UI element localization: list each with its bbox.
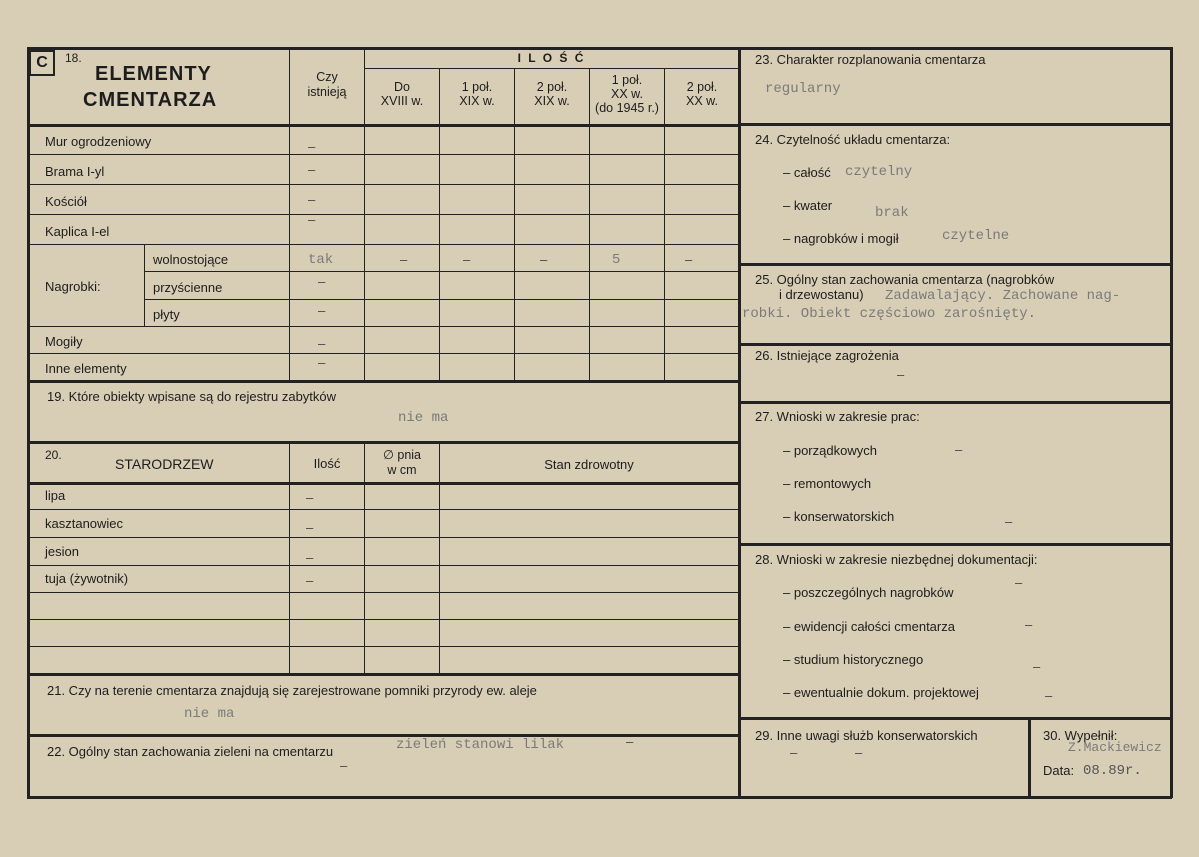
section18-title-1: ELEMENTY: [95, 63, 212, 85]
section18-number: 18.: [65, 51, 82, 65]
section23-bottom: [738, 123, 1172, 126]
typed-dash: –: [1025, 617, 1033, 632]
frame-top: [27, 47, 1172, 50]
frame-middle: [738, 47, 741, 798]
section24-kwater-value: brak: [875, 205, 909, 221]
typed-dash: –: [1015, 575, 1023, 590]
period-header: 1 poł. XX w. (do 1945 r.): [595, 73, 659, 115]
section19-value: nie ma: [398, 410, 449, 426]
row-line: [27, 326, 739, 327]
section21-label: 21. Czy na terenie cmentarza znajdują się zarejestrowane pomniki przyrody ew. aleje: [47, 683, 537, 698]
row-line: [27, 244, 739, 245]
section29-label: 29. Inne uwagi służb konserwatorskich: [755, 728, 978, 743]
typed-dash: –: [463, 252, 471, 267]
typed-dash: –: [306, 550, 314, 565]
section-letter-box: C: [29, 50, 55, 76]
section28-item: – poszczególnych nagrobków: [783, 585, 954, 600]
section25-value-2: robki. Obiekt częściowo zarośnięty.: [742, 306, 1037, 322]
row-przyscienne: przyścienne: [153, 280, 223, 295]
section24-nagrobkow-label: – nagrobków i mogił: [783, 231, 899, 246]
row-line: [27, 214, 739, 215]
row-line: [27, 154, 739, 155]
section18-bottom: [27, 380, 739, 383]
col-exists-header: Czy istnieją: [307, 70, 347, 99]
col-line: [514, 68, 515, 380]
period-header: 2 poł. XX w.: [686, 80, 718, 108]
row-line: [27, 619, 739, 620]
typed-dash: –: [308, 192, 316, 207]
section28-item: – studium historycznego: [783, 652, 924, 667]
section20-header-bottom: [27, 482, 739, 485]
section30-label: 30. Wypełnił:: [1043, 728, 1118, 743]
col-line: [439, 441, 440, 674]
section28-bottom: [738, 717, 1172, 720]
typed-dash: –: [540, 252, 548, 267]
period-header: 2 poł. XIX w.: [534, 80, 570, 108]
row-line: [27, 353, 739, 354]
section20-number: 20.: [45, 448, 62, 462]
row-inne: Inne elementy: [45, 361, 127, 376]
row-nagrobki: Nagrobki:: [45, 279, 101, 294]
header-bottom: [27, 124, 739, 127]
section24-calosc-value: czytelny: [845, 164, 913, 180]
typed-dash: –: [306, 573, 314, 588]
tree-row: jesion: [45, 544, 79, 559]
typed-dash: –: [685, 252, 693, 267]
typed-dash: –: [400, 252, 408, 267]
row-kosciol: Kościół: [45, 194, 87, 209]
typed-wolnostojace-exists: tak: [308, 252, 334, 268]
row-wolnostojace: wolnostojące: [153, 252, 229, 267]
section30-date-label: Data:: [1043, 763, 1075, 778]
tree-row: tuja (żywotnik): [45, 571, 129, 586]
row-kaplica: Kaplica I-el: [45, 224, 110, 239]
section20-bottom: [27, 673, 739, 676]
typed-dash: –: [318, 274, 326, 289]
typed-dash: –: [308, 139, 316, 154]
section20-col-pien: ∅ pnia w cm: [383, 448, 421, 477]
section20-col-ilosc: Ilość: [313, 456, 341, 471]
tree-row: kasztanowiec: [45, 516, 124, 531]
section29-30-divider: [1028, 717, 1031, 797]
typed-dash: –: [318, 303, 326, 318]
frame-bottom: [27, 796, 1172, 799]
typed-dash: –: [306, 490, 314, 505]
section26-bottom: [738, 401, 1172, 404]
section22-label: 22. Ogólny stan zachowania zieleni na cmentarzu: [47, 744, 334, 759]
col-line: [289, 441, 290, 674]
section23-label: 23. Charakter rozplanowania cmentarza: [755, 52, 986, 67]
row-line: [27, 509, 739, 510]
typed-wolnostojace-count: 5: [612, 252, 621, 268]
section20-title: STARODRZEW: [115, 456, 214, 472]
section19-bottom: [27, 441, 739, 444]
section30-value: Z.Mackiewicz: [1068, 740, 1162, 755]
typed-dash: –: [308, 212, 316, 227]
row-brama: Brama I-yl: [45, 164, 105, 179]
section25-bottom: [738, 343, 1172, 346]
typed-dash: –: [318, 355, 326, 370]
typed-dash: –: [626, 734, 634, 749]
section24-kwater-label: – kwater: [783, 198, 833, 213]
section24-bottom: [738, 263, 1172, 266]
row-plyty: płyty: [153, 307, 180, 322]
row-line: [27, 565, 739, 566]
row-line: [27, 184, 739, 185]
ilosc-header: I L O Ś Ć: [517, 51, 586, 65]
typed-dash: –: [308, 162, 316, 177]
col-line: [664, 68, 665, 380]
section27-item: – remontowych: [783, 476, 872, 491]
section28-label: 28. Wnioski w zakresie niezbędnej dokumentacji:: [755, 552, 1038, 567]
row-line: [27, 537, 739, 538]
period-header: Do XVIII w.: [380, 80, 424, 108]
section27-bottom: [738, 543, 1172, 546]
frame-left: [27, 47, 30, 798]
section27-item: – porządkowych: [783, 443, 877, 458]
section21-value: nie ma: [184, 706, 235, 722]
section30-date-value: 08.89r.: [1083, 763, 1142, 779]
section24-nagrobkow-value: czytelne: [942, 228, 1010, 244]
section25-label: 25. Ogólny stan zachowania cmentarza (nagrobków i drzewostanu): [755, 272, 1055, 302]
typed-dash: –: [955, 442, 963, 457]
row-line: [27, 592, 739, 593]
section25-value-1: Zadawalający. Zachowane nag-: [885, 288, 1121, 304]
typed-dash: –: [1005, 514, 1013, 529]
row-mur: Mur ogrodzeniowy: [45, 134, 152, 149]
col-line-nagrobki: [144, 244, 145, 327]
section27-label: 27. Wnioski w zakresie prac:: [755, 409, 920, 424]
section22-value: zieleń stanowi lilak: [396, 737, 565, 753]
typed-dash: –: [340, 758, 348, 773]
typed-dash: –: [855, 745, 863, 760]
typed-dash: –: [306, 520, 314, 535]
section28-item: – ewentualnie dokum. projektowej: [783, 685, 979, 700]
typed-dash: –: [790, 745, 798, 760]
tree-row: lipa: [45, 488, 66, 503]
typed-dash: –: [1045, 688, 1053, 703]
section28-item: – ewidencji całości cmentarza: [783, 619, 955, 634]
section26-value: –: [897, 367, 905, 382]
section20-col-stan: Stan zdrowotny: [544, 457, 634, 472]
typed-dash: –: [318, 336, 326, 351]
period-header: 1 poł. XIX w.: [459, 80, 495, 108]
section26-label: 26. Istniejące zagrożenia: [755, 348, 899, 363]
typed-dash: –: [1033, 659, 1041, 674]
ilosc-line: [364, 68, 739, 69]
frame-right: [1170, 47, 1173, 798]
section24-calosc-label: – całość: [783, 165, 831, 180]
section18-title-2: CMENTARZA: [83, 89, 218, 111]
row-line: [144, 299, 739, 300]
row-line: [27, 646, 739, 647]
row-line: [144, 271, 739, 272]
row-mogily: Mogiły: [45, 334, 83, 349]
section24-label: 24. Czytelność układu cmentarza:: [755, 132, 951, 147]
section23-value: regularny: [765, 81, 841, 97]
section19-label: 19. Które obiekty wpisane są do rejestru zabytków: [47, 389, 337, 404]
section27-item: – konserwatorskich: [783, 509, 895, 524]
col-line: [439, 68, 440, 380]
